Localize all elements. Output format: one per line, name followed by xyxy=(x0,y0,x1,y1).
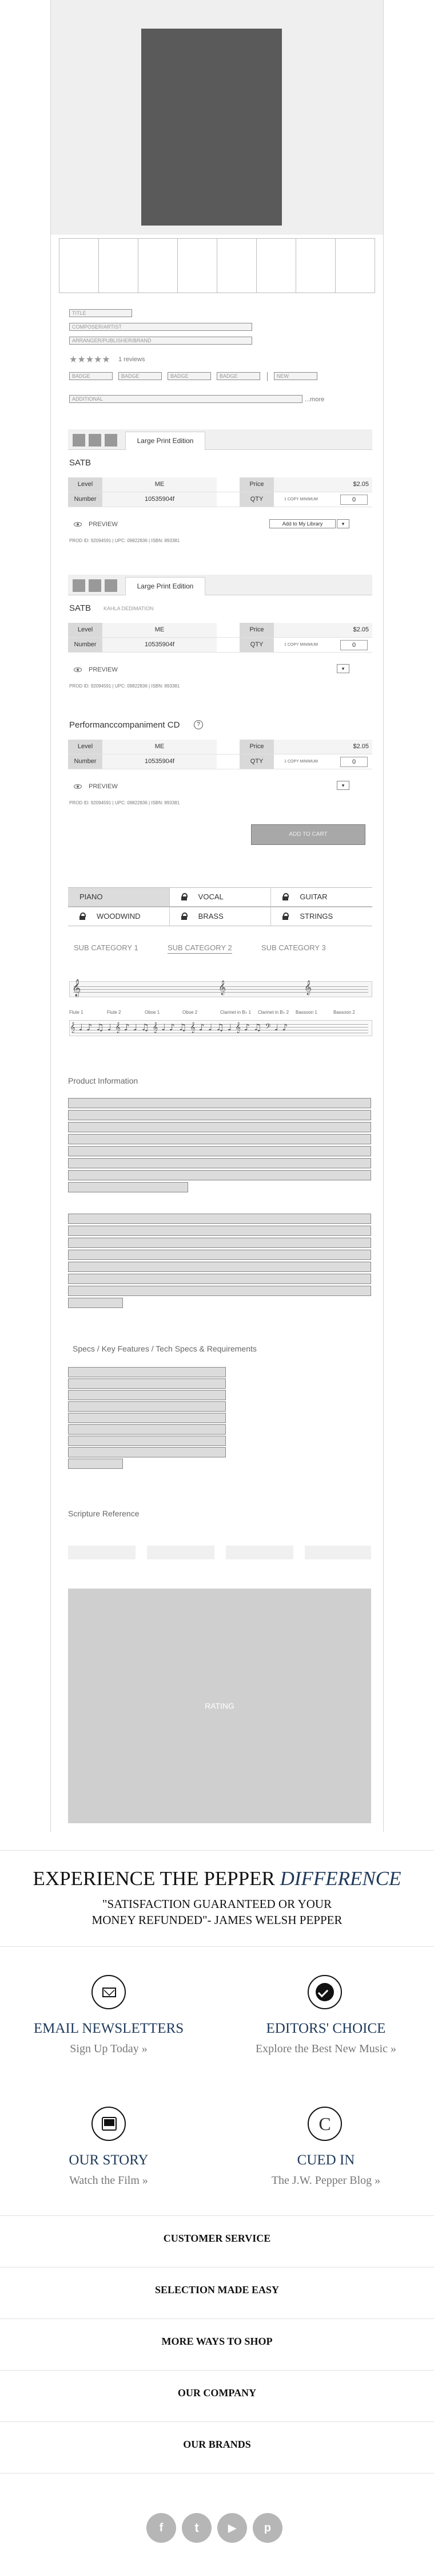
email-icon[interactable] xyxy=(91,1975,126,2009)
text-placeholder-bar xyxy=(68,1238,371,1248)
category-row xyxy=(68,907,372,926)
thumbnail[interactable] xyxy=(138,239,178,293)
description-placeholder: ADDITIONAL xyxy=(69,395,302,403)
badge: BADGE xyxy=(217,372,260,380)
scripture-reference-item[interactable] xyxy=(305,1546,371,1559)
footer-menu-selection-made-easy[interactable]: SELECTION MADE EASY xyxy=(154,2284,280,2296)
score-part-label: Clarinet in B♭ 1 xyxy=(220,1010,252,1015)
level-header: Level xyxy=(68,740,102,754)
footer-menu-more-ways-to-shop[interactable]: MORE WAYS TO SHOP xyxy=(161,2336,273,2347)
lock-icon xyxy=(282,912,288,919)
youtube-icon[interactable]: ▶ xyxy=(217,2513,247,2543)
text-placeholder-bar xyxy=(68,1390,226,1400)
badge: BADGE xyxy=(118,372,162,380)
feature-title[interactable]: OUR STORY xyxy=(69,2152,149,2168)
qty-header: QTY xyxy=(240,754,274,769)
qty-header: QTY xyxy=(240,638,274,652)
category-woodwind[interactable] xyxy=(68,907,170,926)
price-header: Price xyxy=(240,740,274,754)
feature-link[interactable]: Sign Up Today » xyxy=(70,2042,148,2055)
scripture-reference-item[interactable] xyxy=(68,1546,136,1559)
level-header: Level xyxy=(68,623,102,637)
footer-headline xyxy=(0,1867,434,1890)
score-part-label: Oboe 1 xyxy=(145,1010,160,1015)
category-label: STRINGS xyxy=(300,912,333,920)
text-placeholder-bar xyxy=(68,1226,371,1236)
text-placeholder-bar xyxy=(68,1122,371,1132)
score-part-label: Flute 1 xyxy=(69,1010,83,1015)
category-label: GUITAR xyxy=(300,892,328,901)
edition-tab[interactable] xyxy=(89,434,101,447)
add-to-cart-button[interactable]: ADD TO CART xyxy=(251,824,365,845)
thumbnail-strip xyxy=(59,238,375,293)
specs-heading: Specs / Key Features / Tech Specs & Requirements xyxy=(73,1344,257,1353)
edition-tab[interactable] xyxy=(105,434,117,447)
voicing-heading: SATB xyxy=(69,458,91,468)
edition-tabs xyxy=(68,575,372,595)
text-placeholder-bar xyxy=(68,1170,371,1180)
feature-title[interactable]: EDITORS' CHOICE xyxy=(266,2021,386,2036)
product-information-heading: Product Information xyxy=(68,1076,138,1085)
text-placeholder-bar xyxy=(68,1274,371,1284)
text-placeholder-bar xyxy=(68,1214,371,1224)
number-value: 10535904f xyxy=(102,638,217,652)
edition-tab[interactable] xyxy=(89,579,101,592)
checkmark-icon[interactable] xyxy=(308,1975,342,2009)
edition-tab[interactable] xyxy=(73,434,85,447)
pinterest-icon[interactable]: p xyxy=(253,2513,282,2543)
price-value: $2.05 xyxy=(274,623,372,637)
more-options-button[interactable]: ▾ xyxy=(337,664,349,673)
minimum-label: 1 COPY MINIMUM xyxy=(284,760,318,764)
eye-icon xyxy=(74,784,82,789)
category-guitar[interactable] xyxy=(271,888,372,906)
product-ids: PROD ID: 92094591 | UPC: 09822836 | ISBN: 893381 xyxy=(69,683,180,689)
treble-clef-icon: 𝄞 xyxy=(218,981,226,995)
add-to-library-button[interactable]: Add to My Library xyxy=(269,519,336,528)
thumbnail[interactable] xyxy=(217,239,257,293)
edition-table xyxy=(68,623,372,653)
thumbnail[interactable] xyxy=(178,239,217,293)
category-label: VOCAL xyxy=(198,892,224,901)
score-part-label: Bassoon 2 xyxy=(333,1010,355,1015)
arranger-placeholder: ARRANGER/PUBLISHER/BRAND xyxy=(69,337,252,345)
thumbnail[interactable] xyxy=(99,239,138,293)
feature-title[interactable]: CUED IN xyxy=(297,2152,355,2168)
reviews-link[interactable]: 1 reviews xyxy=(118,356,145,363)
category-label: BRASS xyxy=(198,912,224,920)
cued-in-icon[interactable]: C xyxy=(308,2107,342,2141)
new-badge: NEW xyxy=(274,372,317,380)
badge: BADGE xyxy=(168,372,211,380)
feature-link[interactable]: Watch the Film » xyxy=(69,2174,148,2187)
badge: BADGE xyxy=(69,372,113,380)
level-value: ME xyxy=(102,477,217,492)
score-part-label: Clarinet in B♭ 2 xyxy=(258,1010,289,1015)
composer-placeholder: COMPOSER/ARTIST xyxy=(69,323,252,331)
level-header: Level xyxy=(68,477,102,492)
text-placeholder-bar xyxy=(68,1250,371,1260)
preview-label: PREVIEW xyxy=(89,783,118,790)
text-placeholder-bar xyxy=(68,1182,188,1192)
text-placeholder-bar xyxy=(68,1447,226,1457)
score-part-label: Flute 2 xyxy=(107,1010,121,1015)
qty-input[interactable]: 0 xyxy=(340,757,368,767)
price-value: $2.05 xyxy=(274,477,372,492)
number-header: Number xyxy=(68,492,102,507)
qty-input[interactable]: 0 xyxy=(340,495,368,505)
treble-clef-icon: 𝄞 xyxy=(72,979,81,997)
headline-text: EXPERIENCE THE PEPPER xyxy=(33,1867,280,1890)
preview-link[interactable] xyxy=(74,783,118,790)
text-placeholder-bar xyxy=(68,1298,123,1308)
facebook-icon[interactable]: f xyxy=(146,2513,176,2543)
footer-menu-our-brands[interactable]: OUR BRANDS xyxy=(183,2439,251,2450)
scripture-reference-item[interactable] xyxy=(147,1546,214,1559)
price-value: $2.05 xyxy=(274,740,372,754)
edition-tabs xyxy=(68,429,372,450)
film-icon[interactable] xyxy=(91,2107,126,2141)
category-row xyxy=(68,887,372,907)
text-placeholder-bar xyxy=(68,1286,371,1296)
preview-label: PREVIEW xyxy=(89,666,118,673)
text-placeholder-bar xyxy=(68,1262,371,1272)
category-piano[interactable] xyxy=(68,888,170,906)
headline-emphasis: DIFFERENCE xyxy=(280,1867,401,1890)
feature-title[interactable]: EMAIL NEWSLETTERS xyxy=(33,2021,184,2036)
edition-subtitle: KAHLA DEDIMATION xyxy=(103,606,154,611)
scripture-heading: Scripture Reference xyxy=(68,1509,140,1518)
lock-icon xyxy=(181,912,187,919)
number-header: Number xyxy=(68,754,102,769)
thumbnail[interactable] xyxy=(296,239,336,293)
edition-table xyxy=(68,740,372,769)
tab-large-print[interactable]: Large Print Edition xyxy=(125,432,205,450)
rating-area: RATING xyxy=(68,1589,371,1823)
help-icon[interactable]: ? xyxy=(194,720,203,729)
minimum-label: 1 COPY MINIMUM xyxy=(284,643,318,647)
thumbnail[interactable] xyxy=(336,239,375,293)
category-vocal[interactable] xyxy=(170,888,272,906)
edition-table xyxy=(68,477,372,507)
score-staff[interactable] xyxy=(69,1020,372,1036)
score-part-labels xyxy=(69,1010,372,1018)
chevron-down-icon[interactable]: ▾ xyxy=(337,519,349,528)
music-notes-icon: 𝄞♩♪♫♩𝄞♪♩♫𝄞♩♪♫𝄞♪♩♫♩𝄞♪♫𝄢♩♪ xyxy=(70,1022,292,1033)
text-placeholder-bar xyxy=(68,1413,226,1423)
minimum-label: 1 COPY MINIMUM xyxy=(284,497,318,501)
text-placeholder-bar xyxy=(68,1436,226,1446)
score-part-label: Bassoon 1 xyxy=(296,1010,317,1015)
preview-label: PREVIEW xyxy=(89,521,118,528)
score-part-label: Oboe 2 xyxy=(182,1010,198,1015)
text-placeholder-bar xyxy=(68,1401,226,1412)
text-placeholder-bar xyxy=(68,1459,123,1469)
preview-link[interactable] xyxy=(74,521,118,528)
level-value: ME xyxy=(102,623,217,637)
title-placeholder: TITLE xyxy=(69,309,132,317)
text-placeholder-bar xyxy=(68,1378,226,1389)
lock-icon xyxy=(181,893,187,900)
text-placeholder-bar xyxy=(68,1158,371,1168)
feature-link[interactable]: Explore the Best New Music » xyxy=(255,2042,397,2055)
footer-quote: "SATISFACTION GUARANTEED OR YOUR MONEY REFUNDED"- JAMES WELSH PEPPER xyxy=(91,1897,343,1927)
badge-divider xyxy=(267,372,268,381)
category-strings[interactable] xyxy=(271,907,372,926)
text-placeholder-bar xyxy=(68,1424,226,1435)
preview-link[interactable] xyxy=(74,666,118,673)
rating-stars[interactable]: ★★★★★ xyxy=(69,355,110,365)
more-link[interactable]: ...more xyxy=(305,396,325,403)
product-ids: PROD ID: 92094591 | UPC: 09822836 | ISBN: 893381 xyxy=(69,800,180,805)
scripture-reference-item[interactable] xyxy=(226,1546,293,1559)
score-staff[interactable] xyxy=(69,981,372,997)
text-placeholder-bar xyxy=(68,1110,371,1120)
number-value: 10535904f xyxy=(102,492,217,507)
product-panel xyxy=(50,0,384,1832)
lock-icon xyxy=(79,912,85,919)
tab-large-print[interactable]: Large Print Edition xyxy=(125,577,205,595)
text-placeholder-bar xyxy=(68,1146,371,1156)
lock-icon xyxy=(282,893,288,900)
footer xyxy=(0,1832,434,2576)
thumbnail[interactable] xyxy=(59,239,99,293)
edition-heading: Performanccompaniment CD xyxy=(69,720,180,730)
number-value: 10535904f xyxy=(102,754,217,769)
qty-input[interactable]: 0 xyxy=(340,640,368,650)
voicing-heading: SATB xyxy=(69,603,91,613)
subcategory-tab-3[interactable]: SUB CATEGORY 3 xyxy=(261,943,326,952)
more-options-button[interactable]: ▾ xyxy=(337,781,349,790)
text-placeholder-bar xyxy=(68,1098,371,1108)
treble-clef-icon: 𝄞 xyxy=(304,981,312,995)
subcategory-tab-2[interactable]: SUB CATEGORY 2 xyxy=(168,943,232,954)
eye-icon xyxy=(74,667,82,672)
edition-tab[interactable] xyxy=(73,579,85,592)
text-placeholder-bar xyxy=(68,1367,226,1377)
number-header: Number xyxy=(68,638,102,652)
price-header: Price xyxy=(240,623,274,637)
product-ids: PROD ID: 92094591 | UPC: 09822836 | ISBN: 893381 xyxy=(69,538,180,543)
category-label: PIANO xyxy=(79,892,103,901)
level-value: ME xyxy=(102,740,217,754)
category-label: WOODWIND xyxy=(97,912,141,920)
qty-header: QTY xyxy=(240,492,274,507)
edition-tab[interactable] xyxy=(105,579,117,592)
subcategory-tab-1[interactable]: SUB CATEGORY 1 xyxy=(74,943,138,952)
twitter-icon[interactable]: t xyxy=(182,2513,212,2543)
feature-link[interactable]: The J.W. Pepper Blog » xyxy=(271,2174,381,2187)
footer-menu-customer-service[interactable]: CUSTOMER SERVICE xyxy=(163,2233,271,2244)
product-image[interactable] xyxy=(141,29,282,226)
product-image-area xyxy=(51,0,383,235)
category-brass[interactable] xyxy=(170,907,272,926)
thumbnail[interactable] xyxy=(257,239,296,293)
footer-menu-our-company[interactable]: OUR COMPANY xyxy=(177,2387,257,2399)
price-header: Price xyxy=(240,477,274,492)
eye-icon xyxy=(74,522,82,527)
text-placeholder-bar xyxy=(68,1134,371,1144)
